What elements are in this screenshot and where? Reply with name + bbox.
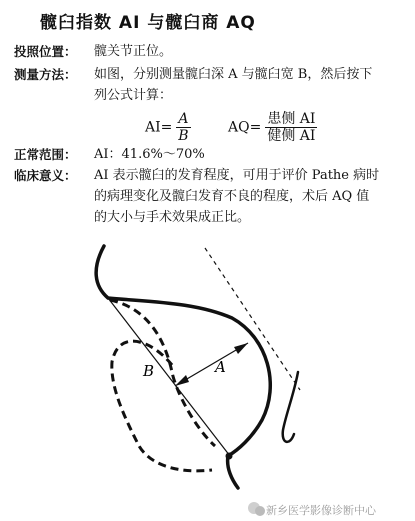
- formula-ai-numerator: A: [178, 111, 189, 127]
- formula-ai-eq: =: [160, 119, 173, 136]
- formula-aq-lhs: AQ: [228, 119, 250, 136]
- label-a: A: [215, 358, 226, 376]
- method-label: 测量方法：: [14, 67, 77, 82]
- clinical-line1: AI 表示髋臼的发育程度，可用于评价 Pathe 病时: [94, 168, 380, 183]
- clinical-line3: 的大小与手术效果成正比。: [94, 210, 251, 225]
- formula-aq-denominator: 健侧 AI: [267, 128, 316, 144]
- formula-aq-numerator: 患侧 AI: [267, 111, 316, 127]
- normal-value: AI：41.6%～70%: [94, 147, 205, 162]
- clinical-line2: 的病理变化及髋臼发育不良的程度，术后 AQ 值: [94, 189, 370, 204]
- formula-ai-lhs: AI: [145, 119, 161, 136]
- formula-ai-denominator: B: [178, 128, 189, 144]
- watermark-text: 新乡医学影像诊断中心: [266, 504, 376, 517]
- normal-label: 正常范围：: [14, 147, 77, 162]
- method-line1: 如图，分别测量髋臼深 A 与髋臼宽 B，然后按下: [94, 67, 373, 82]
- label-b: B: [143, 362, 155, 380]
- formula-aq-eq: =: [249, 119, 262, 136]
- clinical-label: 临床意义：: [14, 168, 77, 183]
- page-title: 髋臼指数 AI 与髋臼商 AQ: [40, 13, 256, 33]
- position-value: 髋关节正位。: [94, 44, 173, 59]
- method-line2: 列公式计算：: [94, 88, 173, 103]
- position-label: 投照位置：: [14, 44, 77, 59]
